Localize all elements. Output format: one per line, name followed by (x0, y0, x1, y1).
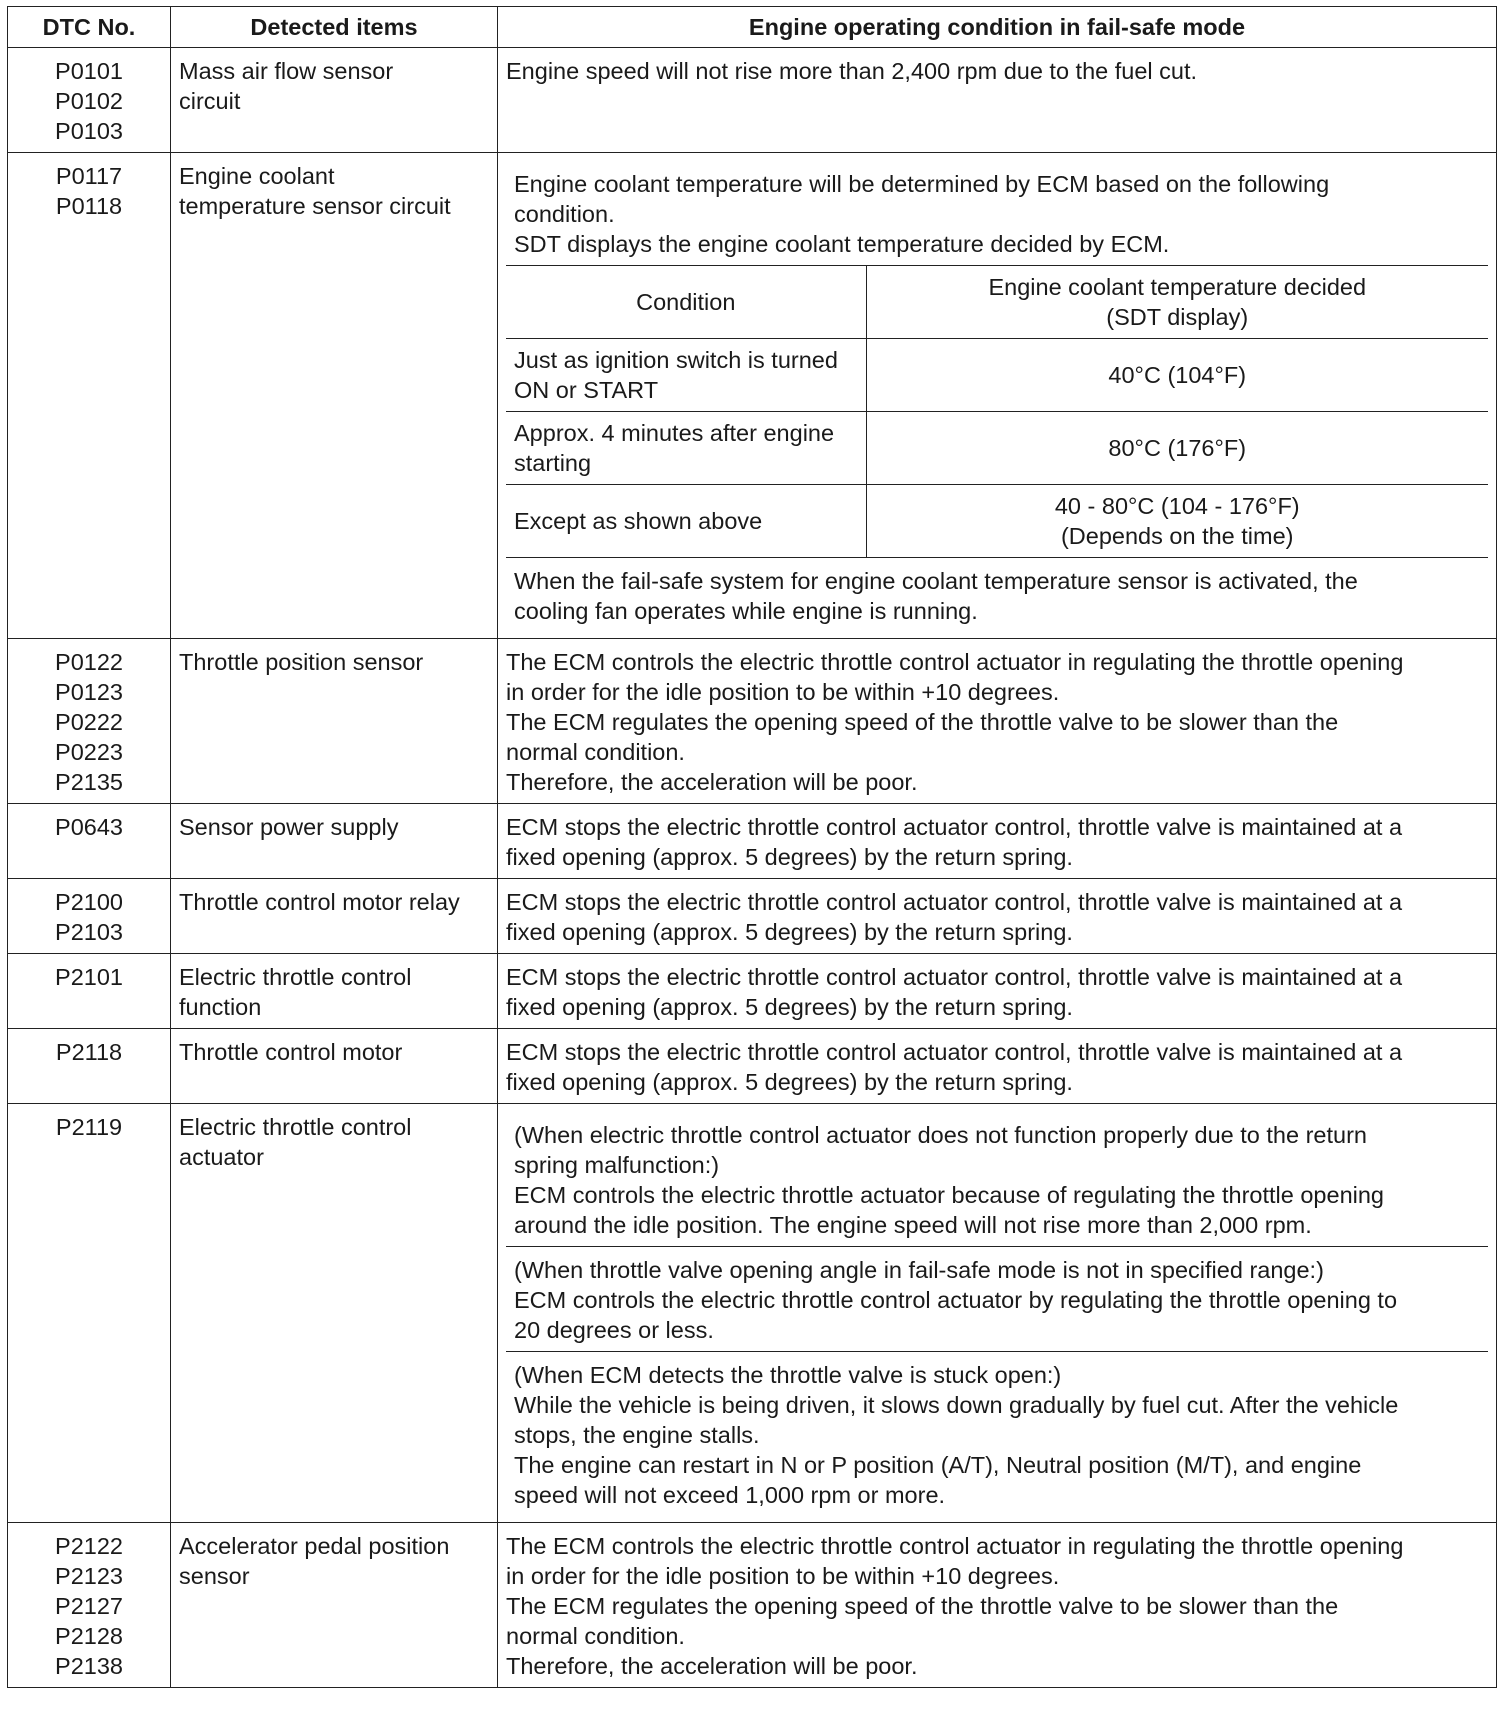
condition-text: fixed opening (approx. 5 degrees) by the return spring. (506, 844, 1073, 870)
dtc-cell (8, 48, 171, 153)
dtc-code: P0103 (55, 118, 123, 144)
dtc-code: P2128 (55, 1623, 123, 1649)
condition-text: normal condition. (506, 1623, 685, 1649)
condition-cell (498, 804, 1497, 879)
condition-text: ECM stops the electric throttle control actuator control, throttle valve is maintained at a (506, 889, 1403, 915)
condition-text: ECM stops the electric throttle control actuator control, throttle valve is maintained at a (506, 814, 1403, 840)
header-row (8, 7, 1497, 48)
dtc-code: P0643 (55, 814, 123, 840)
subtable-header-condition: Condition (506, 266, 866, 339)
dtc-cell (8, 1523, 171, 1688)
condition-text: Engine coolant temperature will be determined by ECM based on the following (514, 171, 1330, 197)
condition-text: normal condition. (506, 739, 685, 765)
detected-item-text: actuator (179, 1144, 264, 1170)
detected-item-cell (171, 879, 498, 954)
detected-item-text: Mass air flow sensor (179, 58, 394, 84)
fail-safe-table (7, 6, 1497, 1688)
condition-cell (498, 1104, 1497, 1523)
subtable-row (506, 412, 1488, 485)
coolant-footer-note: When the fail-safe system for engine coolant temperature sensor is activated, the cooling fan operates while engine is running. (506, 558, 1488, 633)
dtc-cell (8, 153, 171, 639)
detected-item-cell (171, 804, 498, 879)
dtc-cell (8, 1104, 171, 1523)
dtc-code: P2119 (55, 1114, 123, 1140)
condition-text: ECM controls the electric throttle actuator because of regulating the throttle opening (514, 1182, 1384, 1208)
condition-text: speed will not exceed 1,000 rpm or more. (514, 1482, 946, 1508)
condition-text: The ECM controls the electric throttle control actuator in regulating the throttle opening (506, 1533, 1404, 1559)
subtable-temperature-cell: 40 - 80°C (104 - 176°F) (Depends on the time) (866, 485, 1488, 558)
dtc-code: P2103 (55, 919, 123, 945)
dtc-code: P2135 (55, 769, 123, 795)
condition-text: ECM stops the electric throttle control actuator control, throttle valve is maintained at a (506, 1039, 1403, 1065)
header-detected-items: Detected items (171, 7, 498, 48)
condition-cell (498, 879, 1497, 954)
detected-item-text: Throttle position sensor (179, 649, 424, 675)
condition-text: fixed opening (approx. 5 degrees) by the return spring. (506, 994, 1073, 1020)
condition-text: The ECM regulates the opening speed of the throttle valve to be slower than the (506, 709, 1339, 735)
subtable-header-row (506, 266, 1488, 339)
detected-item-text: Engine coolant (179, 163, 335, 189)
dtc-code: P2101 (55, 964, 123, 990)
detected-item-text: sensor (179, 1563, 250, 1589)
condition-text: stops, the engine stalls. (514, 1422, 760, 1448)
detected-item-cell (171, 1029, 498, 1104)
dtc-code: P0101 (55, 58, 123, 84)
detected-item-text: Electric throttle control (179, 1114, 412, 1140)
condition-text: ECM controls the electric throttle control actuator by regulating the throttle opening to (514, 1287, 1398, 1313)
condition-text: (When electric throttle control actuator does not function properly due to the return (514, 1122, 1367, 1148)
detected-item-cell (171, 1523, 498, 1688)
dtc-code: P2118 (55, 1039, 123, 1065)
dtc-code: P0122 (55, 649, 123, 675)
detected-item-cell (171, 48, 498, 153)
dtc-cell (8, 879, 171, 954)
condition-cell (498, 153, 1497, 639)
dtc-code: P0222 (55, 709, 123, 735)
condition-cell (498, 1523, 1497, 1688)
table-row (8, 1104, 1497, 1523)
subtable-temperature-cell: 80°C (176°F) (866, 412, 1488, 485)
detected-item-text: Throttle control motor relay (179, 889, 460, 915)
dtc-cell (8, 804, 171, 879)
dtc-code: P2123 (55, 1563, 123, 1589)
dtc-cell (8, 1029, 171, 1104)
condition-text: Therefore, the acceleration will be poor. (506, 1653, 918, 1679)
detected-item-cell (171, 639, 498, 804)
coolant-temperature-subtable (506, 265, 1488, 632)
dtc-code: P0223 (55, 739, 123, 765)
condition-text: SDT displays the engine coolant temperature decided by ECM. (514, 231, 1170, 257)
header-dtc: DTC No. (8, 7, 171, 48)
condition-cell (498, 1029, 1497, 1104)
condition-cell (498, 48, 1497, 153)
detected-item-text: Accelerator pedal position (179, 1533, 450, 1559)
condition-text: The ECM controls the electric throttle control actuator in regulating the throttle opening (506, 649, 1404, 675)
condition-cell (498, 954, 1497, 1029)
dtc-code: P2127 (55, 1593, 123, 1619)
detected-item-text: temperature sensor circuit (179, 193, 451, 219)
subtable-condition-cell: Approx. 4 minutes after engine starting (506, 412, 866, 485)
detected-item-cell (171, 153, 498, 639)
condition-text: Therefore, the acceleration will be poor. (506, 769, 918, 795)
table-row (8, 879, 1497, 954)
fail-safe-case-block (506, 1112, 1488, 1246)
detected-item-text: circuit (179, 88, 241, 114)
detected-item-cell (171, 1104, 498, 1523)
condition-text: condition. (514, 201, 615, 227)
detected-item-text: function (179, 994, 262, 1020)
condition-text: around the idle position. The engine speed will not rise more than 2,000 rpm. (514, 1212, 1312, 1238)
dtc-code: P0123 (55, 679, 123, 705)
condition-text: fixed opening (approx. 5 degrees) by the return spring. (506, 919, 1073, 945)
condition-text: ECM stops the electric throttle control actuator control, throttle valve is maintained at a (506, 964, 1403, 990)
condition-text: While the vehicle is being driven, it slows down gradually by fuel cut. After the vehicle (514, 1392, 1399, 1418)
subtable-temperature-cell: 40°C (104°F) (866, 339, 1488, 412)
subtable-condition-cell: Except as shown above (506, 485, 866, 558)
detected-item-text: Electric throttle control (179, 964, 412, 990)
condition-text: 20 degrees or less. (514, 1317, 714, 1343)
fail-safe-case-block (506, 1246, 1488, 1351)
detected-item-text: Throttle control motor (179, 1039, 403, 1065)
table-row (8, 804, 1497, 879)
dtc-code: P2100 (55, 889, 123, 915)
dtc-cell (8, 639, 171, 804)
condition-text: in order for the idle position to be within +10 degrees. (506, 1563, 1060, 1589)
table-row (8, 1029, 1497, 1104)
condition-text: The ECM regulates the opening speed of the throttle valve to be slower than the (506, 1593, 1339, 1619)
subtable-header-temperature: Engine coolant temperature decided (SDT display) (866, 266, 1488, 339)
fail-safe-case-block (506, 1351, 1488, 1516)
detected-item-cell (171, 954, 498, 1029)
condition-text: Engine speed will not rise more than 2,400 rpm due to the fuel cut. (506, 58, 1198, 84)
table-row (8, 48, 1497, 153)
fail-safe-table-container (7, 6, 1496, 1688)
table-row (8, 954, 1497, 1029)
dtc-code: P0118 (55, 193, 123, 219)
subtable-footer-row (506, 558, 1488, 633)
dtc-cell (8, 954, 171, 1029)
table-row (8, 639, 1497, 804)
table-row (8, 153, 1497, 639)
subtable-condition-cell: Just as ignition switch is turned ON or START (506, 339, 866, 412)
condition-cell (498, 639, 1497, 804)
condition-text: (When throttle valve opening angle in fail-safe mode is not in specified range:) (514, 1257, 1324, 1283)
detected-item-text: Sensor power supply (179, 814, 399, 840)
condition-text: (When ECM detects the throttle valve is stuck open:) (514, 1362, 1062, 1388)
condition-text: fixed opening (approx. 5 degrees) by the return spring. (506, 1069, 1073, 1095)
header-engine-condition: Engine operating condition in fail-safe mode (498, 7, 1497, 48)
subtable-row (506, 339, 1488, 412)
dtc-code: P0117 (55, 163, 123, 189)
condition-text: in order for the idle position to be within +10 degrees. (506, 679, 1060, 705)
table-row (8, 1523, 1497, 1688)
dtc-code: P0102 (55, 88, 123, 114)
dtc-code: P2122 (55, 1533, 123, 1559)
condition-text: The engine can restart in N or P position (A/T), Neutral position (M/T), and engine (514, 1452, 1362, 1478)
coolant-intro (506, 161, 1488, 265)
subtable-row (506, 485, 1488, 558)
condition-text: spring malfunction:) (514, 1152, 720, 1178)
dtc-code: P2138 (55, 1653, 123, 1679)
